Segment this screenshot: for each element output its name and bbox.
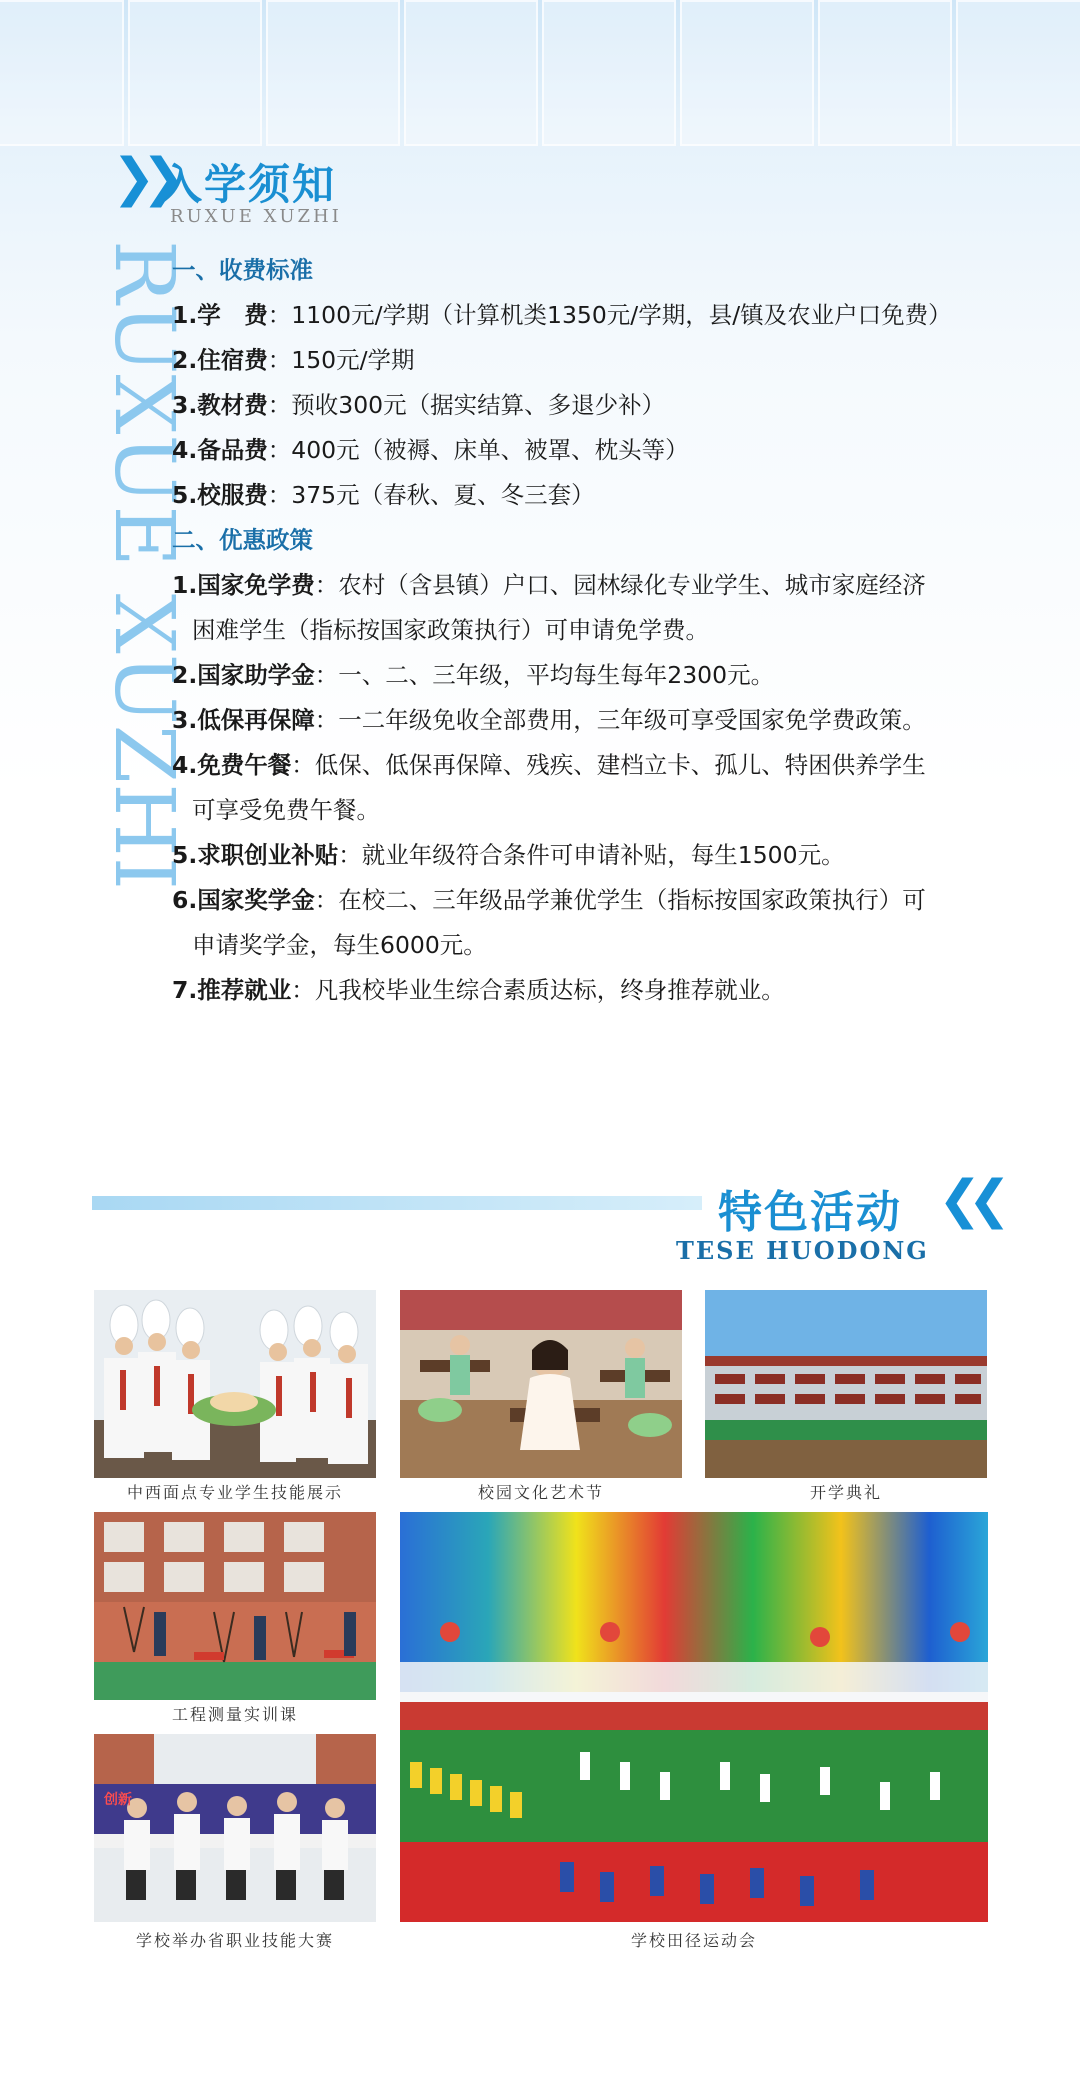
header-divider-bar xyxy=(92,1196,702,1210)
double-chevron-left-icon: ❮❮ xyxy=(938,1170,998,1230)
policy-item-continuation: 可享受免费午餐。 xyxy=(192,796,380,824)
fee-item: 5.校服费：375元（春秋、夏、冬三套） xyxy=(172,481,595,509)
activities-subtitle: TESE HUODONG xyxy=(676,1236,929,1265)
policy-item-continuation: 申请奖学金，每生6000元。 xyxy=(192,931,487,959)
policy-item: 6.国家奖学金：在校二、三年级品学兼优学生（指标按国家政策执行）可 xyxy=(172,886,926,914)
tea-art-caption: 校园文化艺术节 xyxy=(477,1483,604,1502)
double-chevron-right-icon: ❯❯ xyxy=(112,148,172,208)
fee-item: 4.备品费：400元（被褥、床单、被罩、枕头等） xyxy=(172,436,689,464)
svg-text:RUXUE XUZHI: RUXUE XUZHI xyxy=(96,240,191,873)
sports-meet-caption: 学校田径运动会 xyxy=(630,1931,757,1950)
sports-meet-photo xyxy=(400,1512,988,1922)
pastry-caption: 中西面点专业学生技能展示 xyxy=(126,1483,343,1502)
policy-item: 3.低保再保障：一二年级免收全部费用，三年级可享受国家免学费政策。 xyxy=(172,706,926,734)
policy-item: 1.国家免学费：农村（含县镇）户口、园林绿化专业学生、城市家庭经济 xyxy=(172,571,926,599)
ceremony-caption: 开学典礼 xyxy=(809,1483,882,1502)
surveying-caption: 工程测量实训课 xyxy=(171,1705,298,1724)
fee-item: 2.住宿费：150元/学期 xyxy=(172,346,415,374)
policy-item: 4.免费午餐：低保、低保再保障、残疾、建档立卡、孤儿、特困供养学生 xyxy=(172,751,926,779)
policy-heading: 二、优惠政策 xyxy=(172,526,313,554)
policy-item: 2.国家助学金：一、二、三年级，平均每生每年2300元。 xyxy=(172,661,775,689)
fees-heading: 一、收费标准 xyxy=(172,256,313,284)
competition-photo xyxy=(94,1734,376,1922)
surveying-photo xyxy=(94,1512,376,1700)
policy-item: 5.求职创业补贴：就业年级符合条件可申请补贴，每生1500元。 xyxy=(172,841,845,869)
policy-item: 7.推荐就业：凡我校毕业生综合素质达标，终身推荐就业。 xyxy=(172,976,785,1004)
fee-item: 3.教材费：预收300元（据实结算、多退少补） xyxy=(172,391,666,419)
ceremony-photo xyxy=(705,1290,987,1478)
activities-title: 特色活动 xyxy=(718,1187,902,1238)
pastry-photo xyxy=(94,1290,376,1478)
enrollment-subtitle: RUXUE XUZHI xyxy=(170,206,342,227)
decorative-tiles xyxy=(0,0,1080,150)
enrollment-title: 入学须知 xyxy=(160,160,337,209)
banner-text-fragment: 创新 xyxy=(104,1792,132,1808)
enrollment-content xyxy=(172,248,1012,1013)
policy-item-continuation: 困难学生（指标按国家政策执行）可申请免学费。 xyxy=(192,616,709,644)
fee-item: 1.学 费：1100元/学期（计算机类1350元/学期，县/镇及农业户口免费） xyxy=(172,301,952,329)
competition-caption: 学校举办省职业技能大赛 xyxy=(135,1931,334,1950)
vertical-ruxue-xuzhi-text xyxy=(66,240,191,900)
tea-art-photo xyxy=(400,1290,682,1478)
